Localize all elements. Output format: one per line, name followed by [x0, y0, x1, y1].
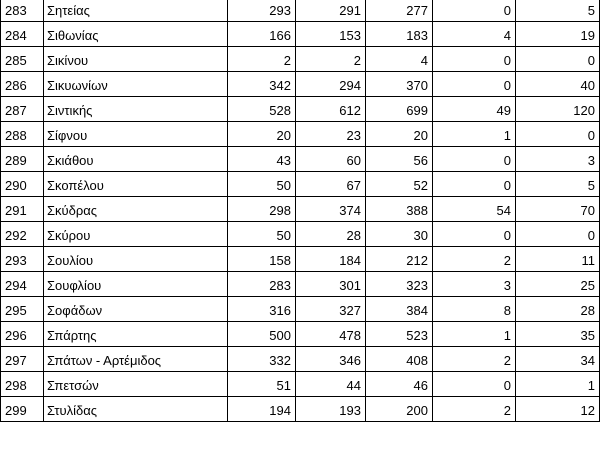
value-cell-4[interactable]: 2: [433, 397, 516, 422]
municipality-name-cell[interactable]: Σπάτων - Αρτέμιδος: [44, 347, 228, 372]
value-cell-5[interactable]: 1: [516, 372, 600, 397]
table-body: [1, 0, 600, 422]
row-number-cell[interactable]: 299: [1, 397, 44, 422]
value-cell-4[interactable]: 8: [433, 297, 516, 322]
municipality-name-cell[interactable]: Σπάρτης: [44, 322, 228, 347]
value-cell-3[interactable]: 4: [366, 47, 433, 72]
row-number-cell[interactable]: 293: [1, 247, 44, 272]
value-cell-4[interactable]: 0: [433, 172, 516, 197]
value-cell-4[interactable]: 49: [433, 97, 516, 122]
value-cell-4[interactable]: 0: [433, 0, 516, 22]
value-cell-3[interactable]: 183: [366, 22, 433, 47]
value-cell-2[interactable]: 28: [296, 222, 366, 247]
table-row: [1, 72, 600, 97]
value-cell-4[interactable]: 3: [433, 272, 516, 297]
value-cell-2[interactable]: 327: [296, 297, 366, 322]
value-cell-2[interactable]: 60: [296, 147, 366, 172]
table-row: [1, 222, 600, 247]
value-cell-5[interactable]: 3: [516, 147, 600, 172]
value-cell-1[interactable]: 528: [228, 97, 296, 122]
value-cell-2[interactable]: 184: [296, 247, 366, 272]
value-cell-5[interactable]: 11: [516, 247, 600, 272]
table-row: [1, 0, 600, 22]
value-cell-2[interactable]: 291: [296, 0, 366, 22]
value-cell-2[interactable]: 374: [296, 197, 366, 222]
value-cell-3[interactable]: 52: [366, 172, 433, 197]
municipality-name-cell[interactable]: Σουφλίου: [44, 272, 228, 297]
value-cell-3[interactable]: 56: [366, 147, 433, 172]
value-cell-1[interactable]: 194: [228, 397, 296, 422]
value-cell-4[interactable]: 0: [433, 372, 516, 397]
value-cell-3[interactable]: 699: [366, 97, 433, 122]
table-row: [1, 122, 600, 147]
value-cell-5[interactable]: 120: [516, 97, 600, 122]
value-cell-1[interactable]: 500: [228, 322, 296, 347]
value-cell-2[interactable]: 612: [296, 97, 366, 122]
value-cell-2[interactable]: 67: [296, 172, 366, 197]
municipality-name-cell[interactable]: Σκύδρας: [44, 197, 228, 222]
value-cell-3[interactable]: 370: [366, 72, 433, 97]
value-cell-3[interactable]: 523: [366, 322, 433, 347]
table-row: [1, 147, 600, 172]
value-cell-1[interactable]: 50: [228, 222, 296, 247]
value-cell-3[interactable]: 30: [366, 222, 433, 247]
value-cell-2[interactable]: 478: [296, 322, 366, 347]
row-number-cell[interactable]: 296: [1, 322, 44, 347]
value-cell-5[interactable]: 19: [516, 22, 600, 47]
value-cell-5[interactable]: 34: [516, 347, 600, 372]
value-cell-4[interactable]: 0: [433, 47, 516, 72]
row-number-cell[interactable]: 288: [1, 122, 44, 147]
value-cell-2[interactable]: 346: [296, 347, 366, 372]
value-cell-5[interactable]: 40: [516, 72, 600, 97]
municipality-name-cell[interactable]: Σιθωνίας: [44, 22, 228, 47]
row-number-cell[interactable]: 285: [1, 47, 44, 72]
value-cell-1[interactable]: 298: [228, 197, 296, 222]
table-row: [1, 347, 600, 372]
table-row: [1, 97, 600, 122]
value-cell-5[interactable]: 28: [516, 297, 600, 322]
municipality-name-cell[interactable]: Σουλίου: [44, 247, 228, 272]
value-cell-2[interactable]: 153: [296, 22, 366, 47]
municipality-name-cell[interactable]: Στυλίδας: [44, 397, 228, 422]
municipality-name-cell[interactable]: Σκύρου: [44, 222, 228, 247]
value-cell-1[interactable]: 43: [228, 147, 296, 172]
value-cell-2[interactable]: 44: [296, 372, 366, 397]
table-row: [1, 397, 600, 422]
value-cell-3[interactable]: 388: [366, 197, 433, 222]
value-cell-2[interactable]: 294: [296, 72, 366, 97]
value-cell-3[interactable]: 323: [366, 272, 433, 297]
table-row: [1, 197, 600, 222]
value-cell-2[interactable]: 23: [296, 122, 366, 147]
value-cell-1[interactable]: 20: [228, 122, 296, 147]
value-cell-1[interactable]: 293: [228, 0, 296, 22]
value-cell-4[interactable]: 0: [433, 222, 516, 247]
municipality-name-cell[interactable]: Σικίνου: [44, 47, 228, 72]
table-row: [1, 172, 600, 197]
row-number-cell[interactable]: 287: [1, 97, 44, 122]
row-number-cell[interactable]: 295: [1, 297, 44, 322]
value-cell-3[interactable]: 200: [366, 397, 433, 422]
value-cell-1[interactable]: 50: [228, 172, 296, 197]
value-cell-2[interactable]: 301: [296, 272, 366, 297]
municipality-name-cell[interactable]: Σκιάθου: [44, 147, 228, 172]
value-cell-4[interactable]: 0: [433, 72, 516, 97]
value-cell-4[interactable]: 0: [433, 147, 516, 172]
value-cell-3[interactable]: 20: [366, 122, 433, 147]
municipality-name-cell[interactable]: Σιντικής: [44, 97, 228, 122]
municipality-name-cell[interactable]: Σπετσών: [44, 372, 228, 397]
municipality-name-cell[interactable]: Σητείας: [44, 0, 228, 22]
value-cell-1[interactable]: 316: [228, 297, 296, 322]
municipality-name-cell[interactable]: Σίφνου: [44, 122, 228, 147]
value-cell-5[interactable]: 5: [516, 0, 600, 22]
row-number-cell[interactable]: 283: [1, 0, 44, 22]
row-number-cell[interactable]: 284: [1, 22, 44, 47]
value-cell-3[interactable]: 408: [366, 347, 433, 372]
municipality-name-cell[interactable]: Σκοπέλου: [44, 172, 228, 197]
value-cell-4[interactable]: 1: [433, 122, 516, 147]
value-cell-1[interactable]: 51: [228, 372, 296, 397]
table-row: [1, 297, 600, 322]
row-number-cell[interactable]: 298: [1, 372, 44, 397]
municipality-name-cell[interactable]: Σοφάδων: [44, 297, 228, 322]
value-cell-5[interactable]: 0: [516, 222, 600, 247]
value-cell-4[interactable]: 1: [433, 322, 516, 347]
value-cell-5[interactable]: 0: [516, 47, 600, 72]
value-cell-1[interactable]: 2: [228, 47, 296, 72]
value-cell-5[interactable]: 12: [516, 397, 600, 422]
value-cell-1[interactable]: 158: [228, 247, 296, 272]
value-cell-1[interactable]: 283: [228, 272, 296, 297]
municipality-name-cell[interactable]: Σικυωνίων: [44, 72, 228, 97]
value-cell-3[interactable]: 277: [366, 0, 433, 22]
row-number-cell[interactable]: 297: [1, 347, 44, 372]
value-cell-2[interactable]: 193: [296, 397, 366, 422]
value-cell-5[interactable]: 0: [516, 122, 600, 147]
table-row: [1, 247, 600, 272]
value-cell-5[interactable]: 5: [516, 172, 600, 197]
row-number-cell[interactable]: 291: [1, 197, 44, 222]
value-cell-4[interactable]: 2: [433, 347, 516, 372]
value-cell-3[interactable]: 46: [366, 372, 433, 397]
table-row: [1, 322, 600, 347]
value-cell-3[interactable]: 384: [366, 297, 433, 322]
table-row: [1, 22, 600, 47]
value-cell-5[interactable]: 25: [516, 272, 600, 297]
value-cell-4[interactable]: 54: [433, 197, 516, 222]
value-cell-5[interactable]: 35: [516, 322, 600, 347]
value-cell-3[interactable]: 212: [366, 247, 433, 272]
row-number-cell[interactable]: 289: [1, 147, 44, 172]
row-number-cell[interactable]: 286: [1, 72, 44, 97]
table-row: [1, 47, 600, 72]
table-row: [1, 372, 600, 397]
value-cell-1[interactable]: 342: [228, 72, 296, 97]
row-number-cell[interactable]: 292: [1, 222, 44, 247]
value-cell-5[interactable]: 70: [516, 197, 600, 222]
value-cell-1[interactable]: 166: [228, 22, 296, 47]
row-number-cell[interactable]: 294: [1, 272, 44, 297]
value-cell-4[interactable]: 4: [433, 22, 516, 47]
table-row: [1, 272, 600, 297]
value-cell-1[interactable]: 332: [228, 347, 296, 372]
value-cell-4[interactable]: 2: [433, 247, 516, 272]
row-number-cell[interactable]: 290: [1, 172, 44, 197]
value-cell-2[interactable]: 2: [296, 47, 366, 72]
